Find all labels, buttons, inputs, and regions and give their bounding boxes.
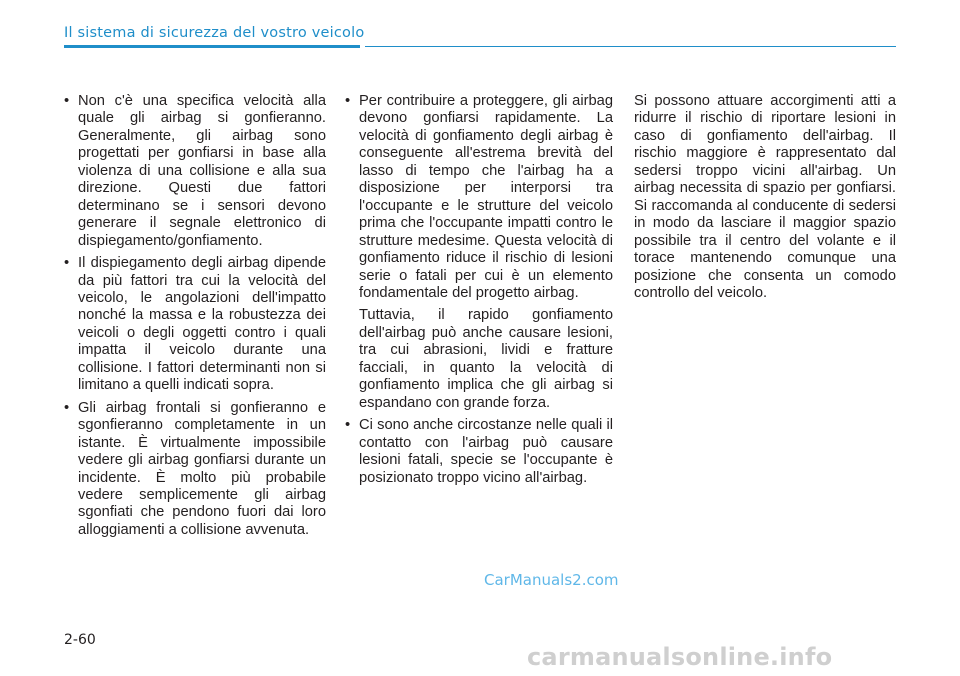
list-item-text: Il dispiegamento degli airbag dipende da più fattori tra cui la velocità del veicolo, le angolazioni dell'impatto nonché la massa e la robustezza dei veicoli o degli oggetti contro i quali impatta il veicolo durante una collisione. I fattori determinanti non si limitano a quelli indicati sopra. [78, 255, 326, 394]
list-item-text: Per contribuire a proteggere, gli airbag devono gonfiarsi rapidamente. La velocità di gonfiamento degli airbag è conseguente all'estrema brevità del lasso di tempo che l'airbag ha a disposizione per interporsi tra l'occupante e le strutture del veicolo prima che l'occupante impatti contro le strutture medesime. Questa velocità di gonfiamento riduce il rischio di lesioni serie o fatali per cui è un elemento fondamentale del progetto airbag. [359, 93, 613, 301]
list-item-text: Ci sono anche circostanze nelle quali il contatto con l'airbag può causare lesioni fatali, specie se l'occupante è posizionato troppo vicino all'airbag. [359, 417, 613, 486]
bullet-list [64, 93, 326, 539]
header-rule-thin [365, 46, 896, 47]
list-item-text: Gli airbag frontali si gonfieranno e sgonfieranno completamente in un istante. È virtualmente impossibile vedere gli airbag gonfiarsi durante un incidente. È molto più probabile vedere semplicemente gli airbag sgonfiati che pendono fuori dai loro alloggiamenti a collisione avvenuta. [78, 399, 326, 538]
body-paragraph: Si possono attuare accorgimenti atti a ridurre il rischio di riportare lesioni in caso di gonfiamento dell'airbag. Il rischio maggiore è rappresentato dal sedersi troppo vicini all'airbag. Un airbag necessita di spazio per gonfiarsi. Si raccomanda al conducente di sedersi in modo da lasciare il maggior spazio possibile tra il centro del volante e il torace mantenendo comunque una posizione che consenta un comodo controllo del veicolo. [634, 93, 896, 301]
bullet-icon: • [64, 255, 70, 272]
list-item [345, 417, 613, 487]
text-column-right [634, 93, 896, 307]
bullet-icon: • [64, 399, 70, 416]
header-rule-thick [64, 45, 360, 48]
section-title: Il sistema di sicurezza del vostro veicolo [64, 25, 365, 41]
list-item [64, 93, 326, 250]
continuation-paragraph: Tuttavia, il rapido gonfiamento dell'airbag può anche causare lesioni, tra cui abrasioni, lividi e fratture facciali, in quanto la velocità di gonfiamento implica che gli airbag si espandano con grande forza. [359, 307, 613, 411]
site-watermark[interactable]: CarManuals2.com [484, 571, 619, 589]
bullet-list [345, 93, 613, 302]
bullet-icon: • [64, 93, 70, 109]
bullet-list [345, 417, 613, 487]
text-column-middle [345, 93, 613, 492]
footer-watermark: carmanualsonline.info [527, 643, 833, 671]
bullet-icon: • [345, 93, 351, 109]
bullet-icon: • [345, 417, 351, 434]
list-item [64, 255, 326, 395]
list-item [345, 93, 613, 302]
page-number: 2-60 [64, 632, 96, 648]
list-item-text: Non c'è una specifica velocità alla quale gli airbag si gonfieranno. Generalmente, gli airbag sono progettati per gonfiarsi in base alla violenza di una collisione e alla sua direzione. Questi due fattori determinano se i sensori devono generare il segnale elettronico di dispiegamento/gonfiamento. [78, 93, 326, 249]
list-item [64, 400, 326, 540]
text-column-left [64, 93, 326, 544]
